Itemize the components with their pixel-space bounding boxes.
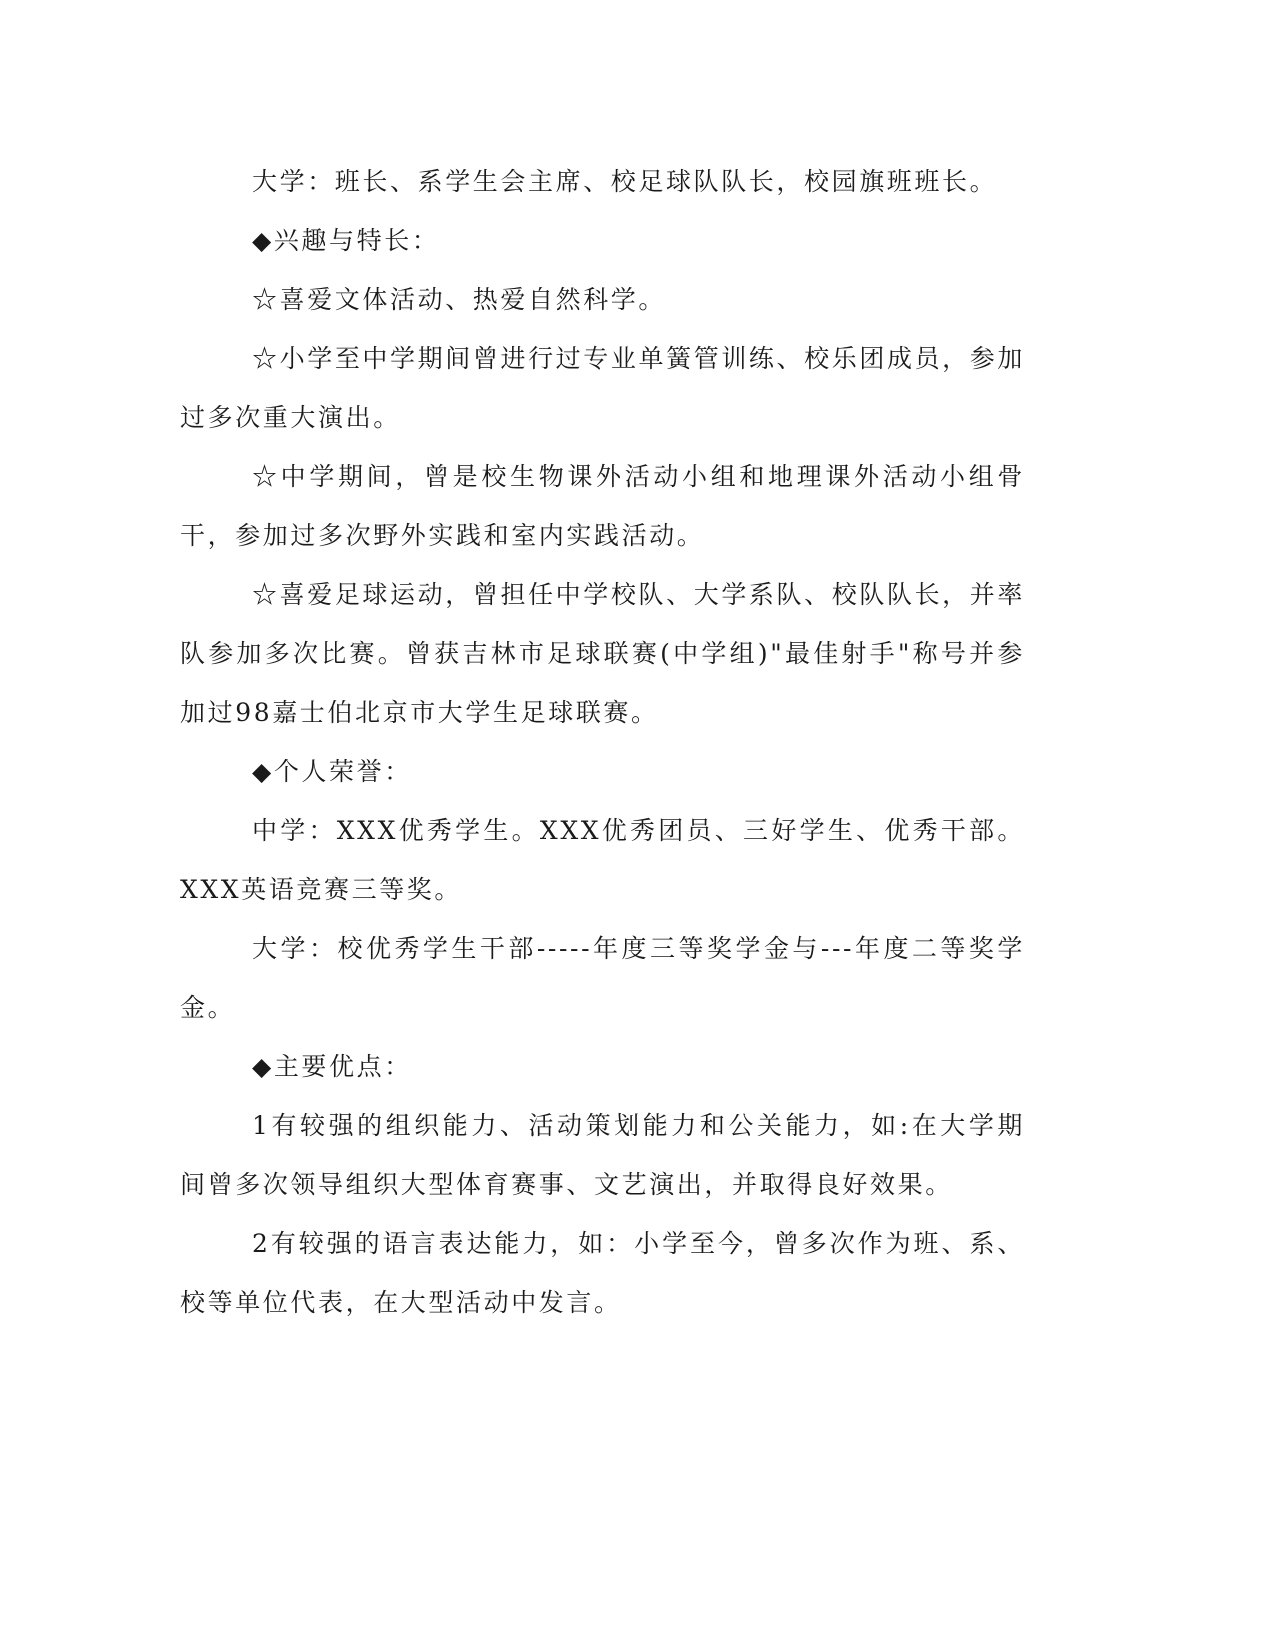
interest-item-4: ☆喜爱足球运动，曾担任中学校队、大学系队、校队队长，并率队参加多次比赛。曾获吉林市足球联赛(中学组)"最佳射手"称号并参加过98嘉士伯北京市大学生足球联赛。	[180, 580, 1025, 727]
honors-heading: ◆个人荣誉：	[252, 757, 412, 786]
strength-item-1: 1有较强的组织能力、活动策划能力和公关能力，如:在大学期间曾多次领导组织大型体育赛事、文艺演出，并取得良好效果。	[180, 1111, 1025, 1199]
interests-heading: ◆兴趣与特长：	[252, 226, 440, 255]
interest-item-3: ☆中学期间，曾是校生物课外活动小组和地理课外活动小组骨干，参加过多次野外实践和室内实践活动。	[180, 462, 1025, 550]
document-page	[180, 152, 1025, 1332]
interest-item-2: ☆小学至中学期间曾进行过专业单簧管训练、校乐团成员，参加过多次重大演出。	[180, 344, 1025, 432]
honors-middle-school: 中学：XXX优秀学生。XXX优秀团员、三好学生、优秀干部。XXX英语竞赛三等奖。	[180, 816, 1025, 904]
strength-item-2: 2有较强的语言表达能力，如：小学至今，曾多次作为班、系、校等单位代表，在大型活动中发言。	[180, 1229, 1025, 1317]
university-positions-paragraph: 大学：班长、系学生会主席、校足球队队长，校园旗班班长。	[252, 167, 998, 196]
honors-university: 大学：校优秀学生干部-----年度三等奖学金与---年度二等奖学金。	[180, 934, 1025, 1022]
interest-item-1: ☆喜爱文体活动、热爱自然科学。	[252, 285, 667, 314]
strengths-heading: ◆主要优点：	[252, 1052, 412, 1081]
